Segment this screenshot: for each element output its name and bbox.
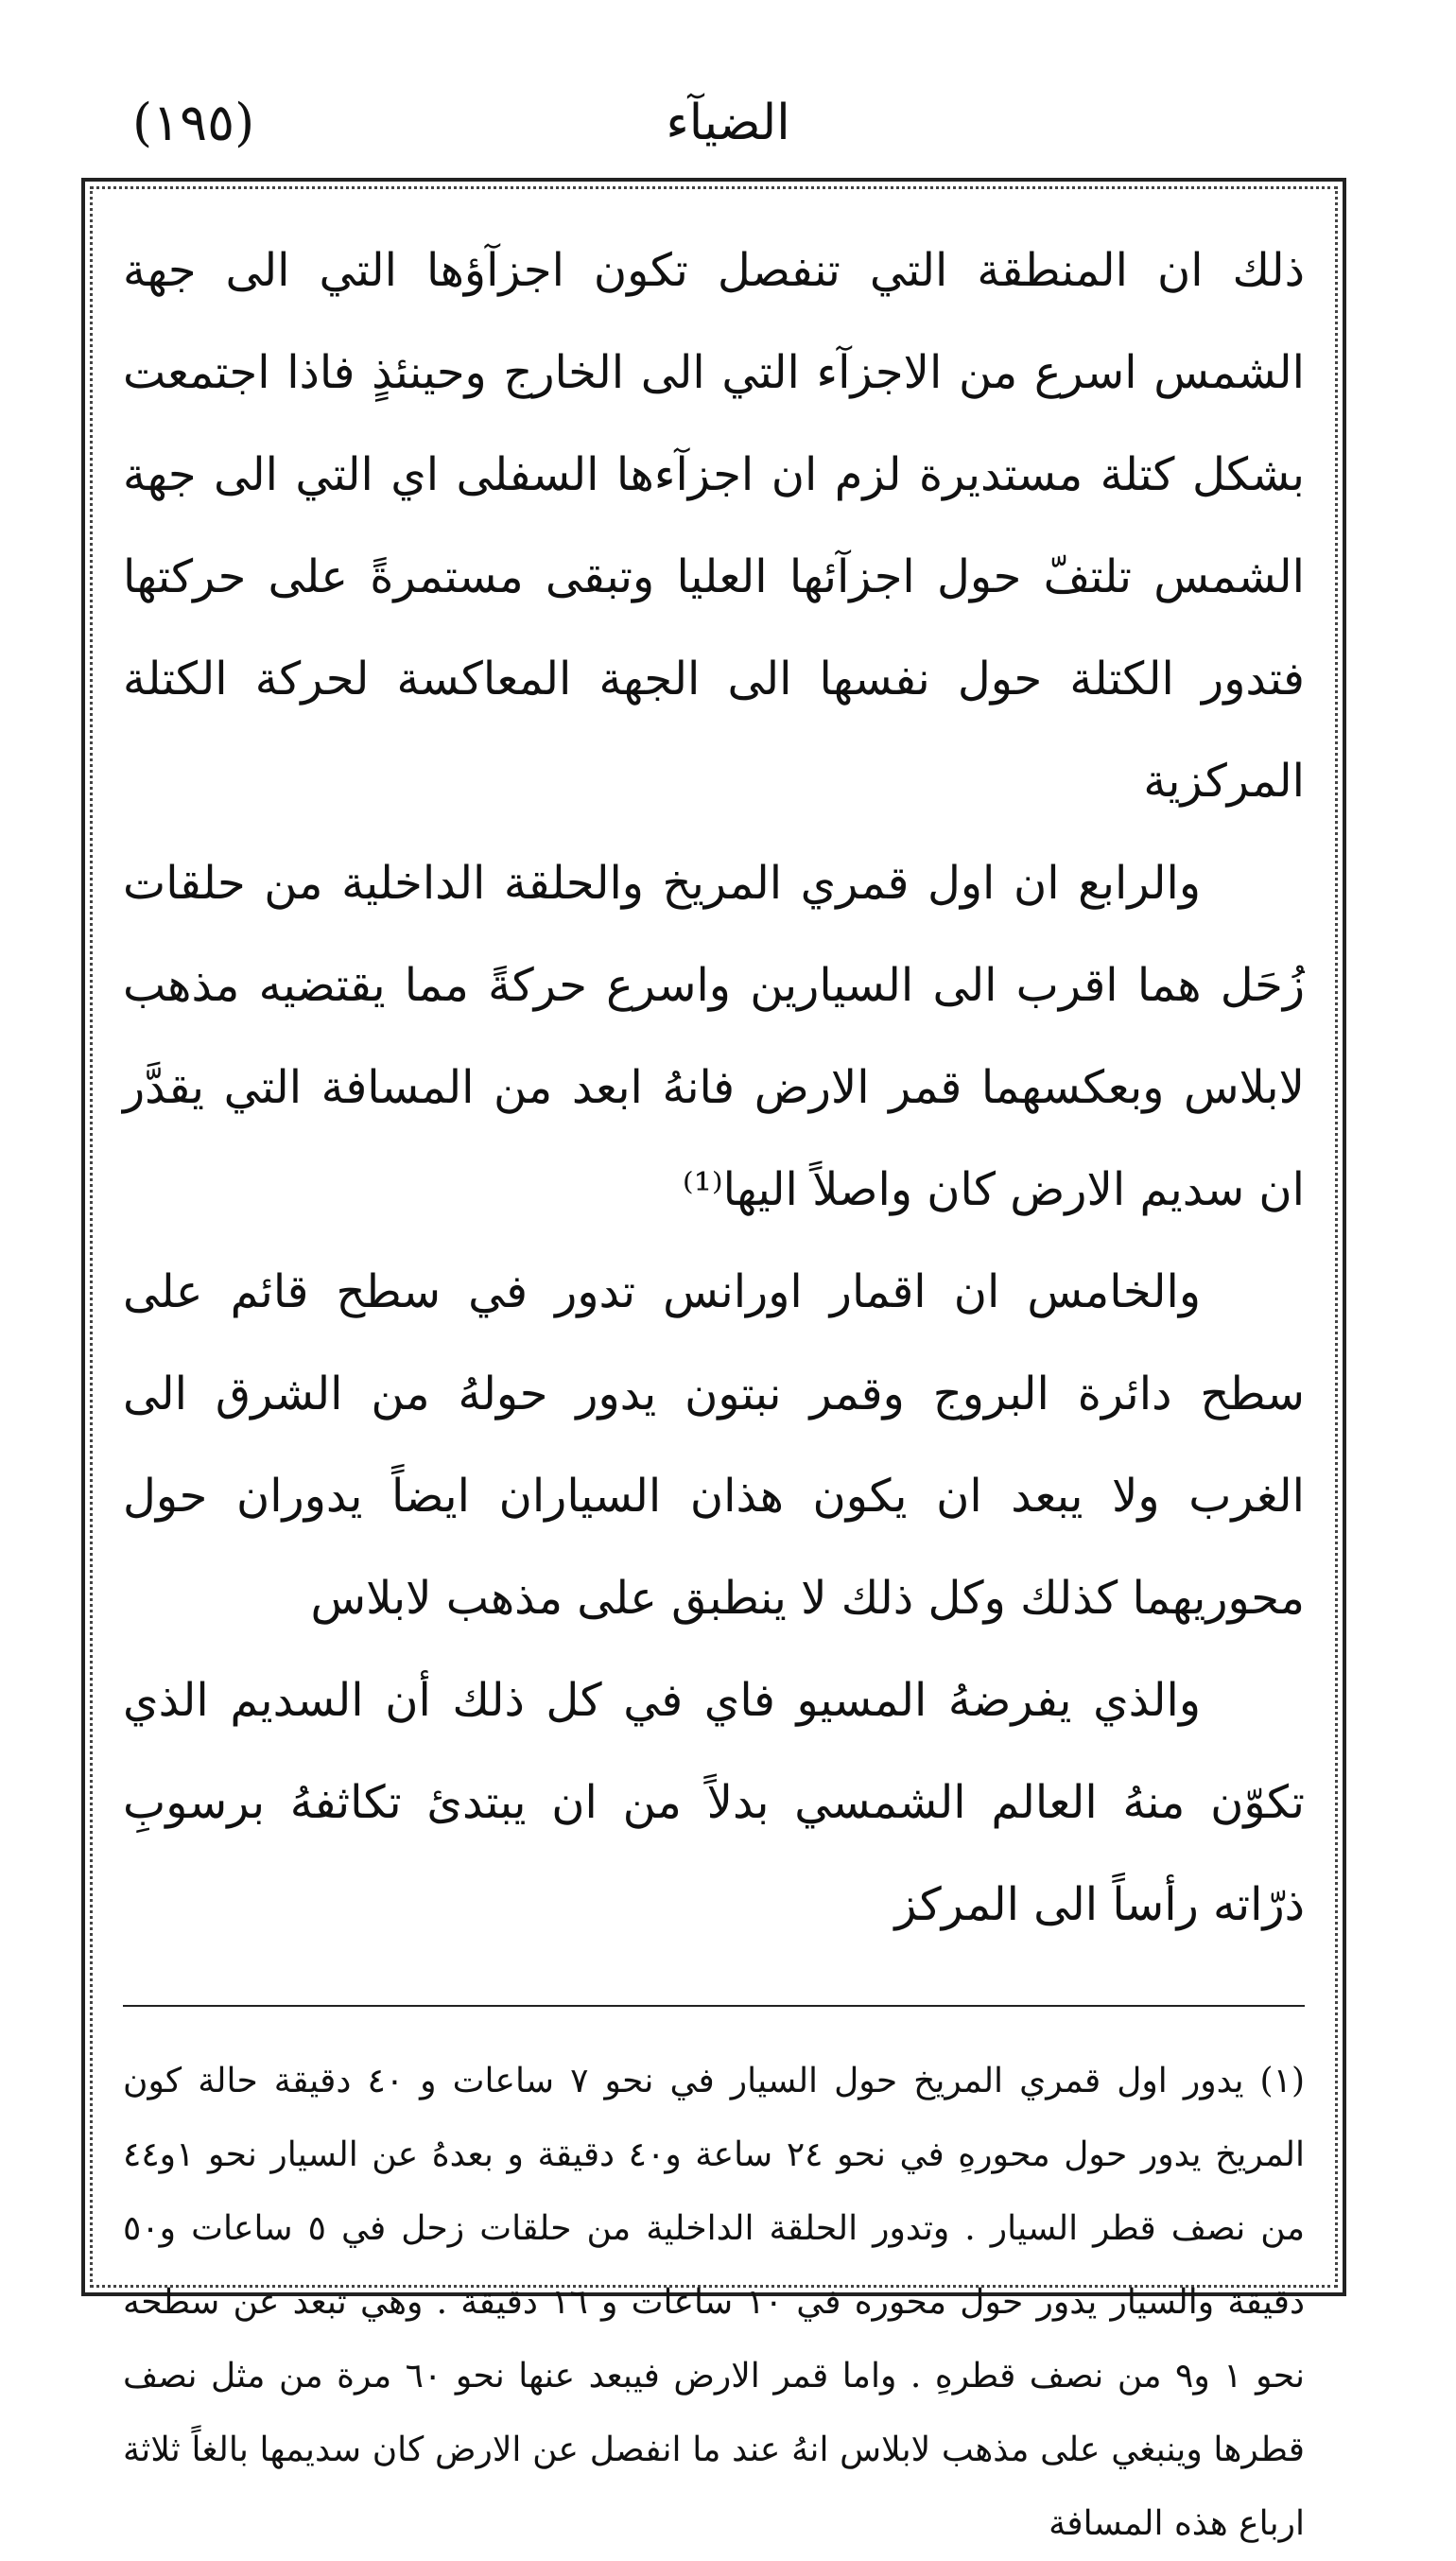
footnote-1: (١) يدور اول قمري المريخ حول السيار في نحو ٧ ساعات و ٤٠ دقيقة حالة كون المريخ يدور حول محورهِ في نحو ٢٤ ساعة و٤٠ دقيقة و بعدهُ عن السيار نحو ١و٤٤ من نصف قطر السيار . وتدور الحلقة الداخلية من حلقات زحل في ٥ ساعات و٥٠ دقيقة والسيار يدور حول محوره في ١٠ ساعات و ١٦ دقيقة . وهي تبعد عن سطحه نحو ١ و٩ من نصف قطرهِ . واما قمر الارض فيبعد عنها نحو ٦٠ مرة من مثل نصف قطرها وينبغي على مذهب لابلاس انهُ عند ما انفصل عن الارض كان سديمها بالغاً ثلاثة ارباع هذه المسافة	[123, 2062, 1306, 2543]
paragraph-4: والذي يفرضهُ المسيو فاي في كل ذلك أن السديم الذي تكوّن منهُ العالم الشمسي بدلاً من ان يبتدئ تكاثفهُ برسوبِ ذرّاته رأساً الى المركز	[123, 1674, 1306, 1931]
page-header	[132, 80, 1324, 166]
body-text	[123, 219, 1305, 1956]
page-number: (١٩٥)	[132, 93, 255, 152]
paragraph-2: والرابع ان اول قمري المريخ والحلقة الداخلية من حلقات زُحَل هما اقرب الى السيارين واسرع حركةً مما يقتضيه مذهب لابلاس وبعكسهما قمر الارض فانهُ ابعد من المسافة التي يقدَّر ان سديم الارض كان واصلاً اليها⁽¹⁾	[123, 857, 1306, 1216]
footnote-divider	[123, 2005, 1305, 2007]
page-frame	[81, 178, 1346, 2543]
running-title: الضيآء	[666, 95, 790, 151]
paragraph-1: ذلك ان المنطقة التي تنفصل تكون اجزآؤها التي الى جهة الشمس اسرع من الاجزآء التي الى الخارج وحينئذٍ فاذا اجتمعت بشكل كتلة مستديرة لزم ان اجزآءها السفلى اي التي الى جهة الشمس تلتفّ حول اجزآئها العليا وتبقى مستمرةً على حركتها فتدور الكتلة حول نفسها الى الجهة المعاكسة لحركة الكتلة المركزية	[123, 244, 1306, 808]
footnotes	[123, 2045, 1305, 2561]
page-content	[123, 219, 1306, 2543]
paragraph-3: والخامس ان اقمار اورانس تدور في سطح قائم على سطح دائرة البروج وقمر نبتون يدور حولهُ من الشرق الى الغرب ولا يبعد ان يكون هذان السياران ايضاً يدوران حول محوريهما كذلك وكل ذلك لا ينطبق على مذهب لابلاس	[123, 1265, 1305, 1625]
